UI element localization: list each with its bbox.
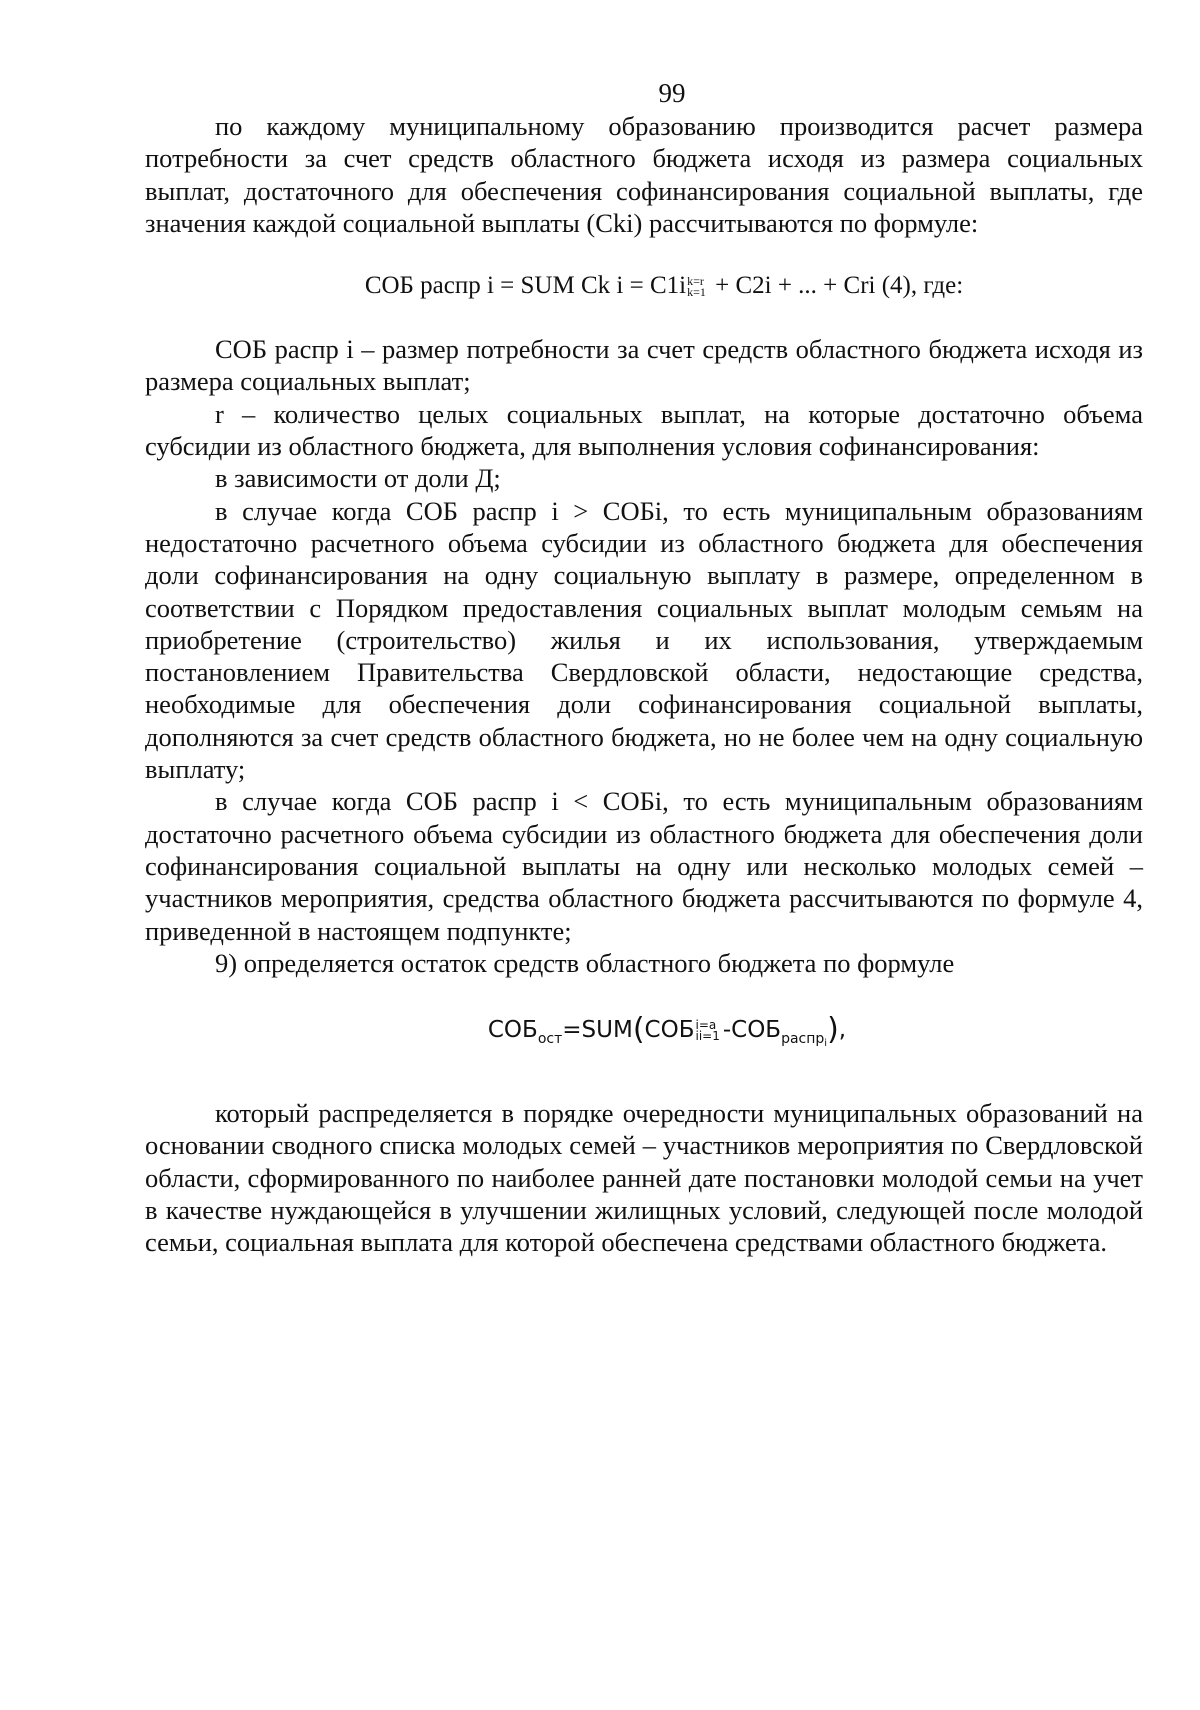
formula-4-eq: = C1i xyxy=(623,272,687,300)
formula-remainder-term2-sub xyxy=(781,1031,828,1050)
formula-remainder-close: ) xyxy=(827,1012,839,1048)
formula-remainder-sup: i=a xyxy=(695,1017,717,1032)
formula-remainder-limits xyxy=(695,1017,720,1043)
formula-4-sup: k=r xyxy=(687,274,704,289)
case-greater-paragraph: в случае когда СОБ распр i > СОБi, то есть муниципальным образованиям недостаточно расчетного объема субсидии из областного бюджета для обеспечения доли софинансирования на одну социальную выплату в размере, определенном в соответствии с Порядком предоставления социальных выплат молодым семьям на приобретение (строительство) жилья и их использования, утверждаемым постановлением Правительства Свердловской области, недостающие средства, необходимые для обеспечения доли софинансирования социальной выплаты, дополняются за счет средств областного бюджета, но не более чем на одну социальную выплату; xyxy=(145,495,1143,785)
formula-remainder-lhs-sub: ост xyxy=(537,1031,563,1048)
formula-remainder-term1: СОБ xyxy=(644,1017,695,1044)
formula-remainder-minus: -СОБ xyxy=(722,1017,782,1044)
definition-r: r – количество целых социальных выплат, на которые достаточно объема субсидии из областного бюджета, для выполнения условия софинансирования: xyxy=(145,398,1143,462)
formula-remainder-open: ( xyxy=(632,1012,645,1048)
formula-remainder-term2-subsub: i xyxy=(824,1038,828,1050)
document-page xyxy=(145,78,1143,1259)
formula-remainder-sub: ii=1 xyxy=(695,1028,720,1043)
item-9-paragraph: 9) определяется остаток средств областного бюджета по формуле xyxy=(215,947,955,978)
formula-remainder-eq: =SUM xyxy=(562,1017,633,1044)
formula-4-lhs: СОБ распр i = SUM Ck i xyxy=(364,272,624,300)
formula-remainder xyxy=(191,1012,1143,1059)
formula-4 xyxy=(185,271,1143,301)
formula-4-sub: k=1 xyxy=(687,285,706,300)
definition-dolya: в зависимости от доли Д; xyxy=(215,463,501,494)
closing-paragraph: который распределяется в порядке очередности муниципальных образований на основании сводного списка молодых семей – участников мероприятия по Свердловской области, сформированного по наиболее ранней дате постановки молодой семьи на учет в качестве нуждающейся в улучшении жилищных условий, следующей после молодой семьи, социальная выплата для которой обеспечена средствами областного бюджета. xyxy=(145,1098,1143,1258)
page-number: 99 xyxy=(658,78,686,108)
intro-paragraph: по каждому муниципальному образованию производится расчет размера потребности за счет средств областного бюджета исходя из размера социальных выплат, достаточного для обеспечения софинансирования социальной выплаты, где значения каждой социальной выплаты (Cki) рассчитываются по формуле: xyxy=(145,111,1143,238)
formula-remainder-lhs: СОБ xyxy=(487,1017,538,1044)
definition-sob-raspr: СОБ распр i – размер потребности за счет средств областного бюджета исходя из размера социальных выплат; xyxy=(145,334,1143,397)
formula-remainder-tail: , xyxy=(838,1017,847,1044)
formula-4-limits xyxy=(687,276,706,298)
formula-4-rhs: + C2i + ... + Cri (4), где: xyxy=(708,272,964,300)
formula-remainder-term2-sub-text: распр xyxy=(781,1031,825,1048)
case-less-paragraph: в случае когда СОБ распр i < СОБi, то есть муниципальным образованиям достаточно расчетного объема субсидии из областного бюджета для обеспечения доли софинансирования социальной выплаты на одну или несколько молодых семей – участников мероприятия, средства областного бюджета рассчитываются по формуле 4, приведенной в настоящем подпункте; xyxy=(145,786,1143,946)
